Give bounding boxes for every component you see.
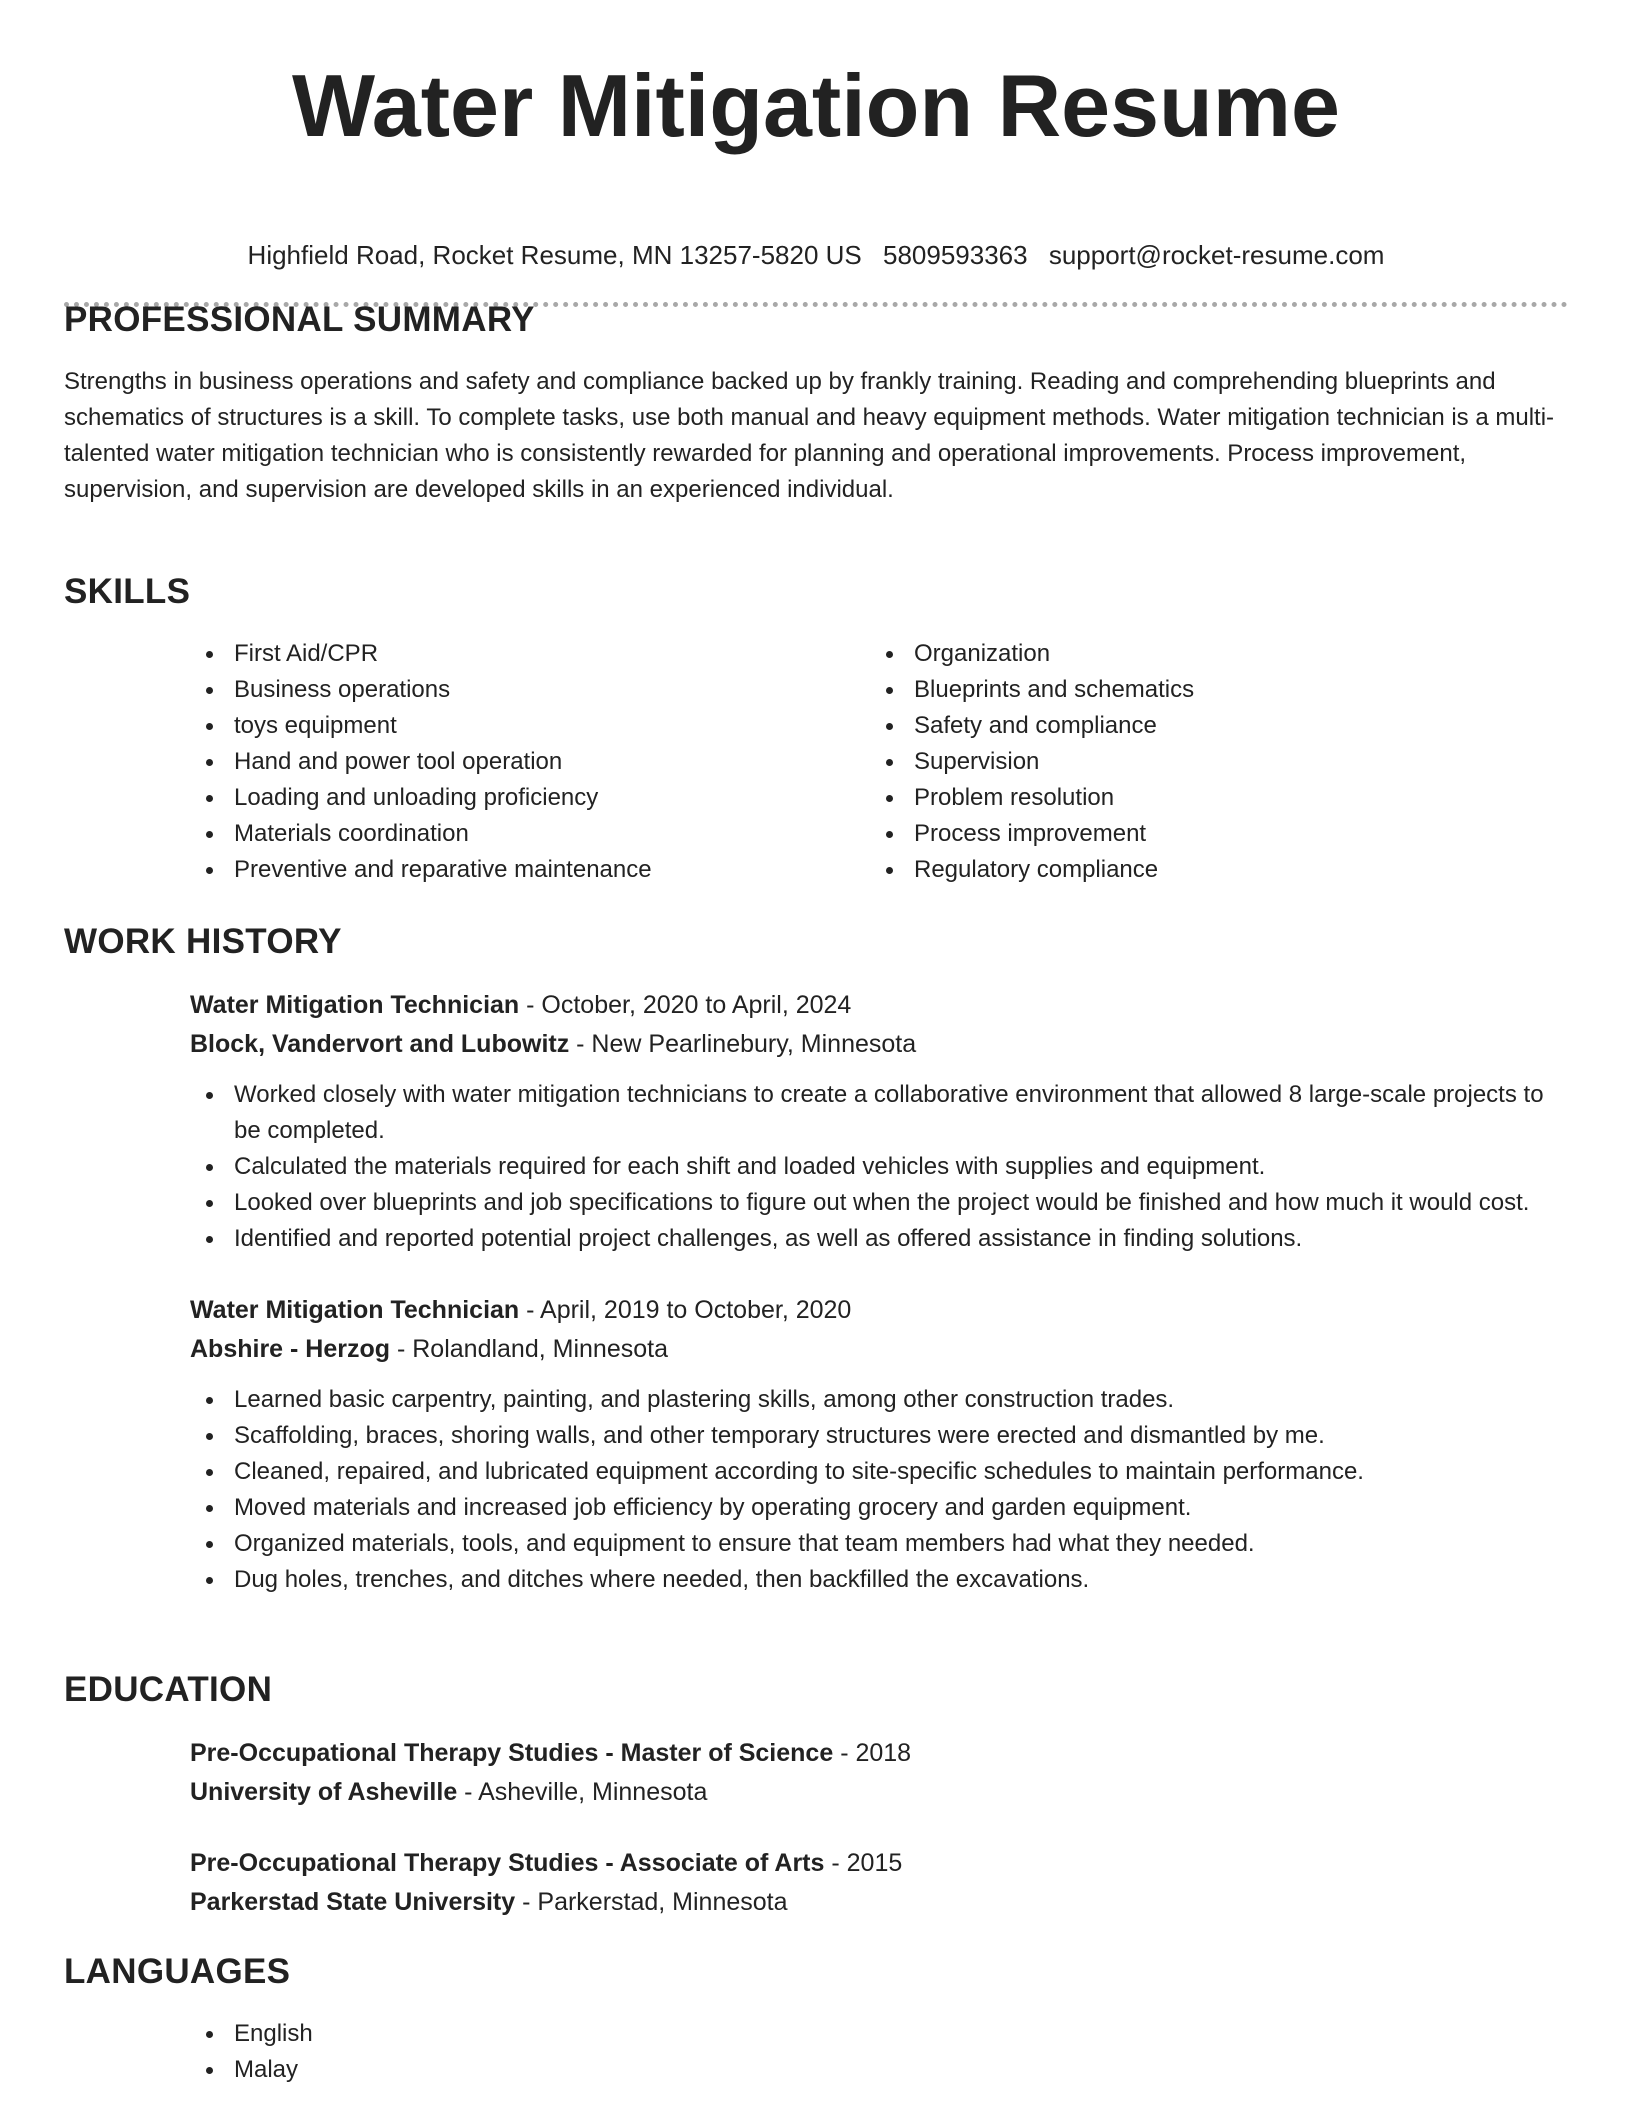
skill-item: Organization [870,636,1550,672]
job-location: - Rolandland, Minnesota [390,1335,668,1363]
skills-list-right [870,636,1550,888]
skill-item: Hand and power tool operation [190,744,870,780]
contact-line [64,238,1568,272]
skill-item: Blueprints and schematics [870,672,1550,708]
language-item: Malay [190,2052,1568,2088]
skills-columns [190,614,1568,888]
resume-page [64,0,1568,2083]
education-school: Parkerstad State University [190,1888,516,1916]
education-school-line [190,1773,1568,1812]
job-company-line [190,1330,1568,1369]
skill-item: Materials coordination [190,816,870,852]
job-dates: - April, 2019 to October, 2020 [519,1296,852,1324]
job-title-line [190,986,1568,1025]
summary-text: Strengths in business operations and safety and compliance backed up by frankly training. Reading and comprehending blueprints and schematics of structures is a skill. To complete tasks, use both manual and heavy equipment methods. Water mitigation technician is a multi-talented water mitigation technician who is consistently rewarded for planning and operational improvements. Process improvement, supervision, and supervision are developed skills in an experienced individual. [64,368,1555,503]
skill-item: Safety and compliance [870,708,1550,744]
education-entry [190,1712,1568,1812]
work-title: WORK HISTORY [64,922,342,961]
job-entry [190,1257,1568,1598]
languages-list [190,1994,1568,2088]
education-degree: Pre-Occupational Therapy Studies - Master of Science [190,1739,834,1767]
skill-item: Loading and unloading proficiency [190,780,870,816]
job-bullet: Organized materials, tools, and equipment to ensure that team members had what they needed. [190,1526,1568,1562]
job-entry [190,964,1568,1257]
job-bullets [190,1369,1568,1598]
education-title: EDUCATION [64,1670,273,1709]
job-bullet: Cleaned, repaired, and lubricated equipment according to site-specific schedules to maintain performance. [190,1454,1568,1490]
education-year: - 2018 [833,1739,912,1767]
skill-item: Process improvement [870,816,1550,852]
languages-section [64,1950,1568,2088]
skill-item: Regulatory compliance [870,852,1550,888]
education-entry [190,1812,1568,1922]
resume-name: Water Mitigation Resume [292,56,1340,155]
education-year: - 2015 [824,1849,903,1877]
education-location: - Asheville, Minnesota [457,1778,708,1806]
skill-item: Supervision [870,744,1550,780]
summary-section [64,298,1568,508]
job-bullet: Calculated the materials required for each shift and loaded vehicles with supplies and equipment. [190,1149,1568,1185]
contact-email: support@rocket-resume.com [1048,240,1385,270]
job-company: Block, Vandervort and Lubowitz [190,1030,570,1058]
skills-section [64,570,1568,888]
job-location: - New Pearlinebury, Minnesota [569,1030,917,1058]
job-role: Water Mitigation Technician [190,1296,520,1324]
job-title-line [190,1291,1568,1330]
job-bullet: Moved materials and increased job efficiency by operating grocery and garden equipment. [190,1490,1568,1526]
education-degree-line [190,1844,1568,1883]
job-bullets [190,1064,1568,1257]
job-bullet: Worked closely with water mitigation technicians to create a collaborative environment that allowed 8 large-scale projects to be completed. [190,1077,1568,1149]
languages-title: LANGUAGES [64,1952,291,1991]
job-bullet: Identified and reported potential project challenges, as well as offered assistance in finding solutions. [190,1221,1568,1257]
work-section [64,920,1568,1598]
job-company-line [190,1025,1568,1064]
skill-item: First Aid/CPR [190,636,870,672]
job-dates: - October, 2020 to April, 2024 [519,991,852,1019]
skill-item: Problem resolution [870,780,1550,816]
job-bullet: Learned basic carpentry, painting, and plastering skills, among other construction trades. [190,1382,1568,1418]
job-bullet: Scaffolding, braces, shoring walls, and other temporary structures were erected and dismantled by me. [190,1418,1568,1454]
language-item: English [190,2016,1568,2052]
contact-phone: 5809593363 [882,240,1028,270]
education-school-line [190,1883,1568,1922]
skills-list-left [190,636,870,888]
job-role: Water Mitigation Technician [190,991,520,1019]
education-degree-line [190,1734,1568,1773]
summary-title: PROFESSIONAL SUMMARY [64,300,535,339]
job-bullet: Dug holes, trenches, and ditches where needed, then backfilled the excavations. [190,1562,1568,1598]
education-location: - Parkerstad, Minnesota [515,1888,788,1916]
education-school: University of Asheville [190,1778,458,1806]
skill-item: Business operations [190,672,870,708]
education-degree: Pre-Occupational Therapy Studies - Associate of Arts [190,1849,825,1877]
skill-item: Preventive and reparative maintenance [190,852,870,888]
job-company: Abshire - Herzog [190,1335,391,1363]
skill-item: toys equipment [190,708,870,744]
job-bullet: Looked over blueprints and job specifications to figure out when the project would be finished and how much it would cost. [190,1185,1568,1221]
skills-title: SKILLS [64,572,191,611]
contact-address: Highfield Road, Rocket Resume, MN 13257-5820 US [247,240,862,270]
education-section [64,1668,1568,1922]
